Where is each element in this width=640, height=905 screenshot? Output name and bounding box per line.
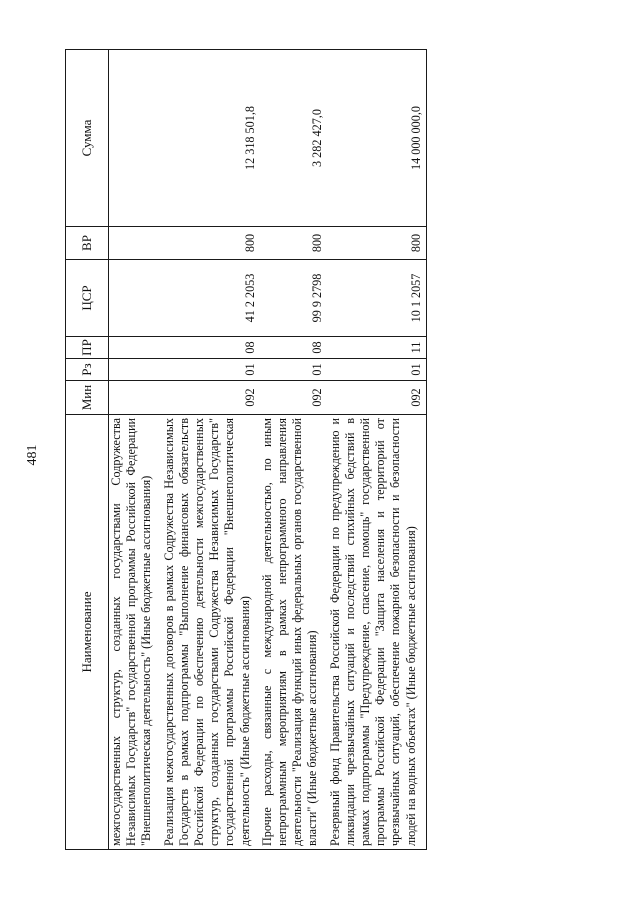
cell-name: Реализация межгосударственных договоров в рамках Содружества Независимых Государств в рамках подпрограммы "Выполнение финансовых обязательств Российской Федерации по обеспечению деятельности межгосударственных структур, созданных государствами Содружества Независимых Государств" государственной программы Российской Федерации "Внешнеполитическая деятельность" (Иные бюджетные ассигнования)	[162, 415, 260, 850]
cell-csr: 41 2 2053	[162, 260, 260, 337]
cell-pr: 08	[260, 337, 328, 359]
header-name: Наименование	[66, 415, 109, 850]
cell-sum: 12 318 501,8	[162, 50, 260, 227]
header-pr: ПР	[66, 337, 109, 359]
cell-pr: 08	[162, 337, 260, 359]
table-row	[109, 50, 162, 850]
cell-rz: 01	[260, 359, 328, 381]
table-row	[162, 50, 260, 850]
table-row	[260, 50, 328, 850]
cell-vr	[109, 227, 162, 260]
cell-pr	[109, 337, 162, 359]
cell-vr: 800	[162, 227, 260, 260]
cell-min: 092	[162, 381, 260, 415]
cell-min	[109, 381, 162, 415]
table-header-row	[66, 50, 109, 850]
cell-pr: 11	[328, 337, 427, 359]
cell-csr: 10 1 2057	[328, 260, 427, 337]
cell-name: Резервный фонд Правительства Российской Федерации по предупреждению и ликвидации чрезвычайных ситуаций и последствий стихийных бедствий в рамках подпрограммы "Предупреждение, спасение, помощь" государственной программы Российской Федерации "Защита населения и территорий от чрезвычайных ситуаций, обеспечение пожарной безопасности и безопасности людей на водных объектах" (Иные бюджетные ассигнования)	[328, 415, 427, 850]
table-row	[328, 50, 427, 850]
cell-min: 092	[260, 381, 328, 415]
header-csr: ЦСР	[66, 260, 109, 337]
cell-name: межгосударственных структур, созданных государствами Содружества Независимых Государств" государственной программы Российской Федерации "Внешнеполитическая деятельность" (Иные бюджетные ассигнования)	[109, 415, 162, 850]
header-min: Мин	[66, 381, 109, 415]
cell-sum	[109, 50, 162, 227]
rotated-table-container	[65, 50, 580, 850]
cell-vr: 800	[260, 227, 328, 260]
cell-name: Прочие расходы, связанные с международной деятельностью, по иным непрограммным мероприятиям в рамках непрограммного направления деятельности "Реализация функций иных федеральных органов государственной власти" (Иные бюджетные ассигнования)	[260, 415, 328, 850]
header-rz: Рз	[66, 359, 109, 381]
header-sum: Сумма	[66, 50, 109, 227]
budget-table	[65, 49, 427, 850]
cell-csr	[109, 260, 162, 337]
cell-sum: 14 000 000,0	[328, 50, 427, 227]
header-vr: ВР	[66, 227, 109, 260]
cell-rz: 01	[162, 359, 260, 381]
cell-rz: 01	[328, 359, 427, 381]
cell-rz	[109, 359, 162, 381]
cell-min: 092	[328, 381, 427, 415]
page-number: 481	[25, 444, 40, 466]
cell-vr: 800	[328, 227, 427, 260]
cell-csr: 99 9 2798	[260, 260, 328, 337]
cell-sum: 3 282 427,0	[260, 50, 328, 227]
